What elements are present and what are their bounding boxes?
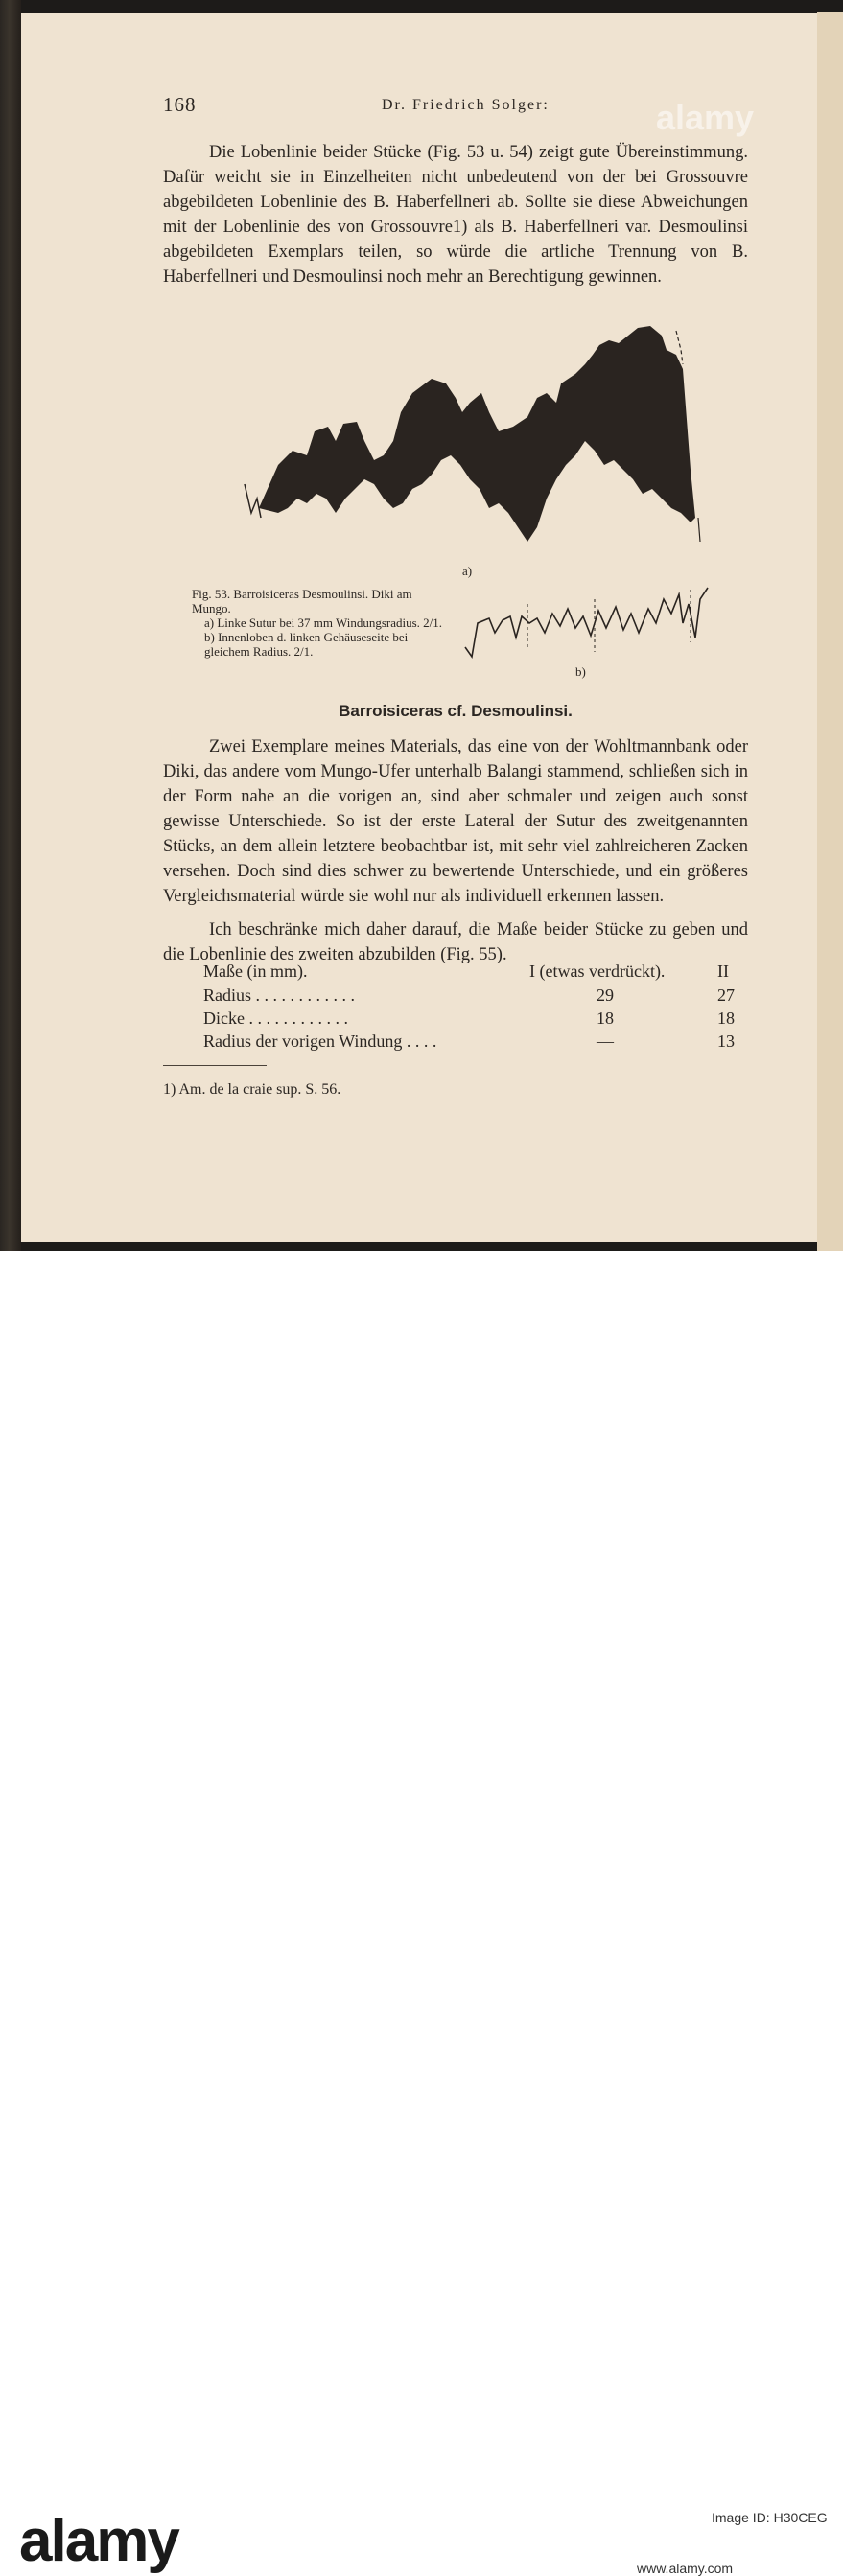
figure-label-a: a) — [462, 564, 473, 578]
table-cell: 13 — [717, 1032, 735, 1051]
site-url[interactable]: www.alamy.com — [637, 2561, 734, 2576]
watermark-logo: alamy — [656, 98, 755, 137]
paragraph-2 — [163, 734, 748, 909]
table-header-label: Maße (in mm). — [203, 962, 308, 981]
footnote-rule — [163, 1065, 267, 1066]
running-head: Dr. Friedrich Solger: — [382, 97, 550, 113]
table-cell: 27 — [717, 986, 735, 1005]
paragraph-3-text: Ich beschränke mich daher darauf, die Maße beider Stücke zu geben und die Lobenlinie des zweiten abzubilden (Fig. 55). — [163, 920, 748, 964]
paragraph-3 — [163, 917, 748, 967]
stock-footer — [0, 1251, 843, 2576]
table-header-col2: II — [717, 962, 729, 981]
table-cell: — — [597, 1032, 614, 1051]
paragraph-1 — [163, 140, 748, 290]
paragraph-1-text: Die Lobenlinie beider Stücke (Fig. 53 u. 54) zeigt gute Übereinstimmung. Dafür weicht sie in Einzelheiten nicht unbedeutend von der bei Grossouvre abgebildeten Lobenlinie des B. Haberfellneri ab. Sollte sie diese Abweichungen mit der Lobenlinie des von Grossouvre1) als B. Haberfellneri var. Desmoulinsi abgebildeten Exemplars teilen, so würde die artliche Trennung von B. Haberfellneri und Desmoulinsi noch mehr an Berechtigung gewinnen. — [163, 143, 748, 287]
next-page-edge — [817, 12, 843, 1251]
caption-line-3: b) Innenloben d. linken Gehäuseseite bei gleichem Radius. 2/1. — [204, 630, 409, 659]
caption-line-1: Fig. 53. Barroisiceras Desmoulinsi. Diki am Mungo. — [192, 587, 412, 615]
figure-caption — [192, 587, 446, 659]
suture-silhouette — [259, 326, 695, 542]
caption-line-2: a) Linke Sutur bei 37 mm Windungsradius. 2/1. — [204, 615, 443, 630]
table-header-col1: I (etwas verdrückt). — [529, 962, 666, 981]
image-id: Image ID: H30CEG — [712, 2510, 828, 2525]
figure-label-b: b) — [575, 664, 586, 679]
suture-line-figure-b — [460, 580, 719, 671]
alamy-logo[interactable]: alamy — [19, 2508, 178, 2574]
paragraph-2-text: Zwei Exemplare meines Materials, das eine von der Wohltmannbank oder Diki, das andere vom Mungo-Ufer unterhalb Balangi stammend, schließen sich in der Form nahe an die vorigen an, sind aber schmaler und zeigen auch sonst gewisse Unterschiede. So ist der erste Lateral der Sutur des zweitgenannten Stücks, an dem allein letztere beobachtbar ist, mit sehr viel zahlreicheren Zacken versehen. Doch sind dies schwer zu bewertende Unterschiede, und ein größeres Vergleichsmaterial würde sie wohl nur als individuell erkennen lassen. — [163, 737, 748, 906]
table-row-label: Radius der vorigen Windung . . . . — [203, 1032, 437, 1051]
book-binding — [0, 0, 21, 1251]
table-cell: 18 — [717, 1009, 735, 1028]
section-heading: Barroisiceras cf. Desmoulinsi. — [339, 702, 573, 720]
suture-line-figure-a — [240, 297, 710, 585]
table-cell: 18 — [597, 1009, 614, 1028]
table-cell: 29 — [597, 986, 614, 1005]
table-row-label: Dicke . . . . . . . . . . . . — [203, 1009, 348, 1028]
scanned-page-photo — [0, 0, 843, 1251]
page-number: 168 — [163, 93, 197, 116]
table-row-label: Radius . . . . . . . . . . . . — [203, 986, 356, 1005]
footnote: 1) Am. de la craie sup. S. 56. — [163, 1081, 341, 1098]
inner-lobe-line — [465, 588, 708, 657]
